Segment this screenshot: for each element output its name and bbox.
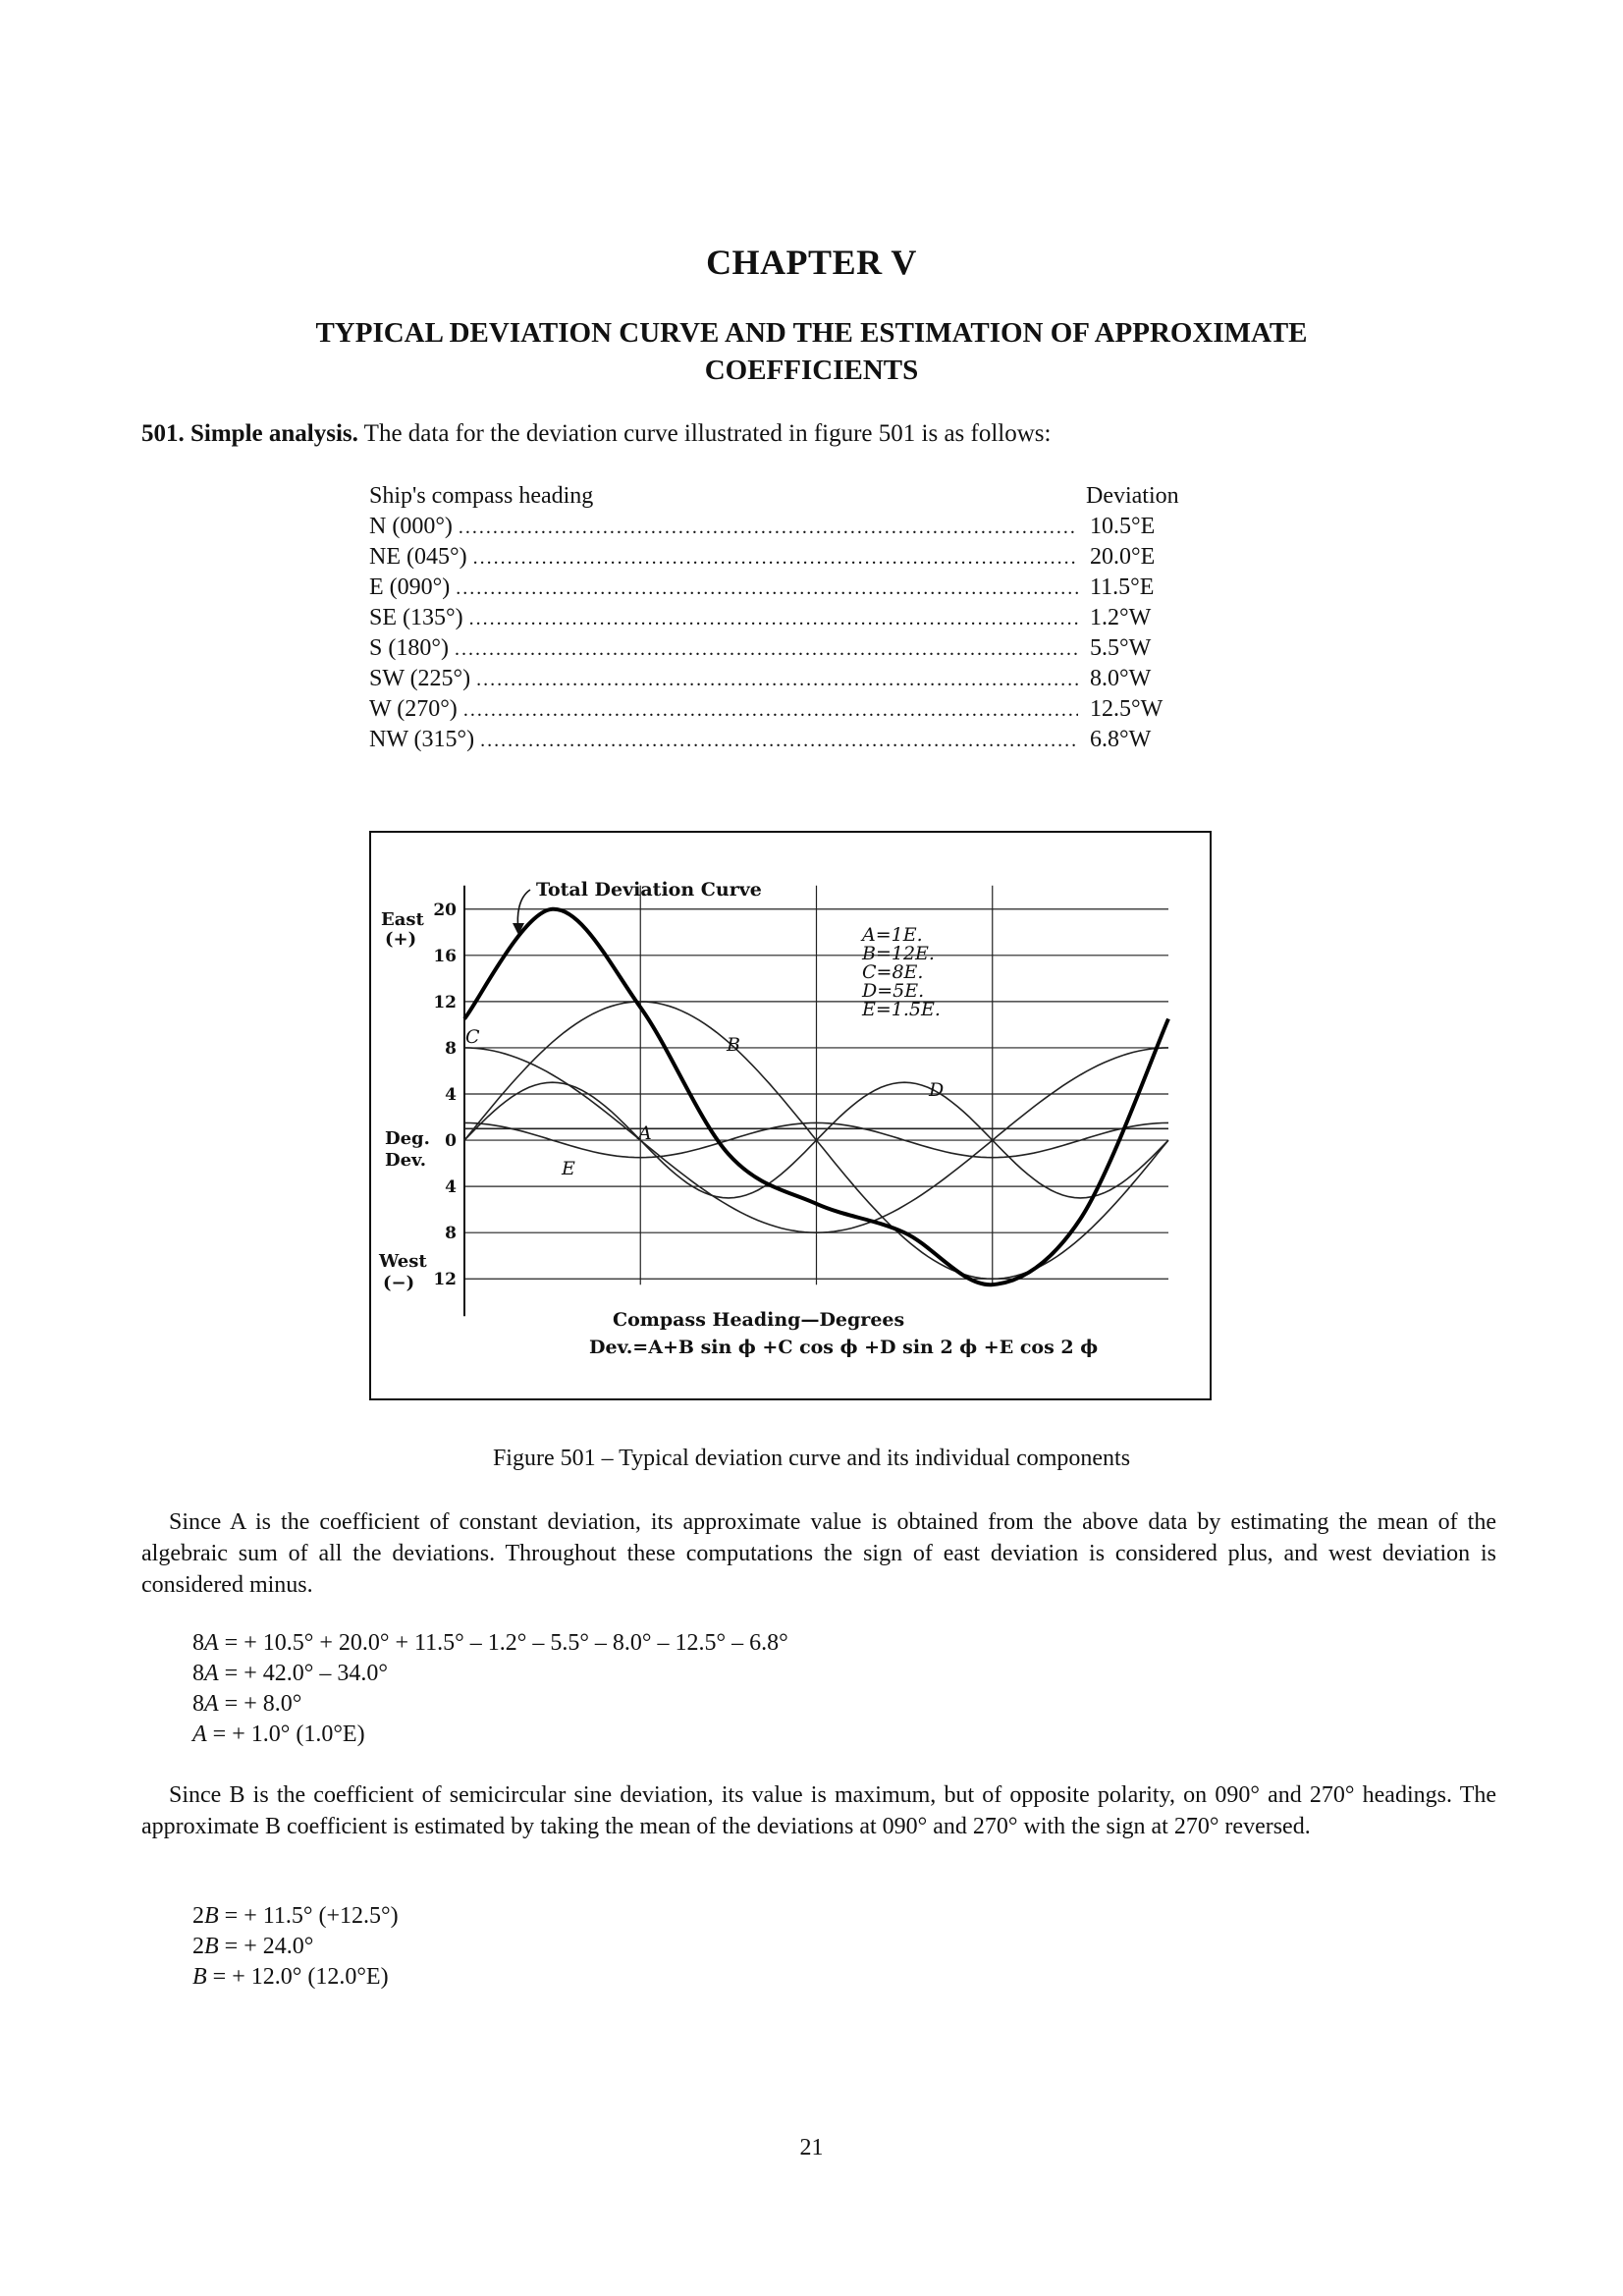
- paragraph-coefficient-b: Since B is the coefficient of semicircular sine deviation, its value is maximum, but of opposite polarity, on 090° and 270° headings. The approximate B coefficient is estimated by taking the mean of the deviations at 090° and 270° with the sign at 270° reversed.: [141, 1782, 1496, 1839]
- equation-line: 8A = + 42.0° – 34.0°: [192, 1661, 388, 1686]
- equation-line: 2B = + 24.0°: [192, 1934, 314, 1959]
- y-tick-label: 12: [433, 992, 457, 1012]
- leader-dots: [459, 513, 1078, 543]
- row-heading: NW (315°): [369, 727, 475, 752]
- curve-label-d: D: [929, 1079, 945, 1101]
- row-heading: S (180°): [369, 635, 449, 661]
- row-heading: SE (135°): [369, 605, 463, 630]
- curve-label-c: C: [465, 1026, 480, 1048]
- coefficient-label: A=1E.: [862, 924, 923, 946]
- row-deviation: 5.5°W: [1090, 635, 1152, 661]
- chapter-title: [196, 314, 1427, 389]
- y-tick-label: 16: [433, 946, 457, 966]
- y-axis-west-sign: (−): [383, 1273, 415, 1294]
- row-deviation: 8.0°W: [1090, 666, 1152, 691]
- y-tick-label: 8: [445, 1224, 457, 1244]
- curve-label-e: E: [562, 1158, 575, 1179]
- coefficient-label: B=12E.: [862, 943, 935, 964]
- y-axis-label-dev: Dev.: [385, 1150, 426, 1172]
- row-heading: SW (225°): [369, 666, 471, 691]
- figure-caption: Figure 501 – Typical deviation curve and its individual components: [492, 1446, 1131, 1471]
- table-row: [369, 694, 1194, 725]
- row-heading: NE (045°): [369, 544, 467, 570]
- curve-label-b: B: [727, 1034, 740, 1056]
- equation-line: A = + 1.0° (1.0°E): [192, 1722, 365, 1747]
- x-axis-label: Compass Heading—Degrees: [613, 1309, 905, 1331]
- chapter-heading: CHAPTER V: [706, 243, 917, 282]
- row-deviation: 20.0°E: [1090, 544, 1156, 570]
- deviation-table-rows: [369, 512, 1194, 755]
- y-tick-label: 4: [445, 1177, 457, 1198]
- deviation-table: [369, 481, 1194, 755]
- y-tick-label: 4: [445, 1085, 457, 1105]
- coefficient-label: E=1.5E.: [862, 999, 941, 1020]
- coefficient-label: D=5E.: [862, 980, 925, 1002]
- table-row: [369, 512, 1194, 542]
- row-deviation: 1.2°W: [1090, 605, 1152, 630]
- figure-501: [369, 831, 1212, 1400]
- paragraph-coefficient-a: Since A is the coefficient of constant deviation, its approximate value is obtained from the above data by estimating the mean of the algebraic sum of all the deviations. Throughout these computations the sign of east deviation is considered plus, and west deviation is considered minus.: [141, 1509, 1496, 1598]
- section-intro-text: The data for the deviation curve illustrated in figure 501 is as follows:: [357, 420, 1052, 447]
- y-tick-label: 0: [445, 1131, 457, 1152]
- y-tick-label: 8: [445, 1038, 457, 1059]
- chapter-title-line-2: COEFFICIENTS: [704, 355, 919, 386]
- equation-line: 8A = + 8.0°: [192, 1691, 302, 1717]
- coefficient-label: C=8E.: [862, 961, 924, 983]
- equation-line: 8A = + 10.5° + 20.0° + 11.5° – 1.2° – 5.5° – 8.0° – 12.5° – 6.8°: [192, 1630, 788, 1656]
- row-deviation: 11.5°E: [1090, 574, 1155, 600]
- leader-dots: [480, 726, 1078, 756]
- table-row: [369, 542, 1194, 573]
- equation-line: B = + 12.0° (12.0°E): [192, 1964, 389, 1990]
- y-axis-west-label: West: [379, 1251, 427, 1273]
- deviation-chart: [371, 833, 1210, 1398]
- row-heading: E (090°): [369, 574, 451, 600]
- deviation-table-header: [369, 481, 1194, 512]
- equation-line: 2B = + 11.5° (+12.5°): [192, 1903, 399, 1929]
- table-row: [369, 573, 1194, 603]
- y-tick-label: 12: [433, 1270, 457, 1290]
- deviation-column-title: Deviation: [1086, 483, 1179, 509]
- y-axis-east-sign: (+): [385, 928, 417, 950]
- y-axis-east-label: East: [381, 908, 424, 930]
- table-row: [369, 603, 1194, 633]
- leader-dots: [463, 695, 1078, 726]
- section-heading: 501. Simple analysis.: [141, 420, 358, 447]
- row-deviation: 12.5°W: [1090, 696, 1163, 722]
- chart-formula: Dev.=A+B sin ϕ +C cos ϕ +D sin 2 ϕ +E cos 2 ϕ: [589, 1337, 1099, 1358]
- table-row: [369, 633, 1194, 664]
- row-heading: W (270°): [369, 696, 458, 722]
- y-tick-label: 20: [433, 900, 457, 920]
- chart-title: Total Deviation Curve: [536, 879, 762, 901]
- y-axis-label-deg: Deg.: [385, 1128, 430, 1150]
- leader-dots: [473, 543, 1078, 574]
- section-intro: [141, 420, 1496, 448]
- row-deviation: 10.5°E: [1090, 514, 1156, 539]
- leader-dots: [469, 604, 1078, 634]
- equations-a: [192, 1628, 788, 1750]
- table-row: [369, 664, 1194, 694]
- leader-dots: [455, 634, 1078, 665]
- leader-dots: [456, 574, 1078, 604]
- page-number: 21: [799, 2135, 824, 2160]
- chapter-title-line-1: TYPICAL DEVIATION CURVE AND THE ESTIMATION OF APPROXIMATE: [315, 317, 1308, 349]
- table-row: [369, 725, 1194, 755]
- heading-column-title: Ship's compass heading: [369, 483, 594, 509]
- row-heading: N (000°): [369, 514, 453, 539]
- row-deviation: 6.8°W: [1090, 727, 1152, 752]
- leader-dots: [476, 665, 1078, 695]
- equations-b: [192, 1901, 399, 1993]
- curve-label-a: A: [638, 1122, 652, 1144]
